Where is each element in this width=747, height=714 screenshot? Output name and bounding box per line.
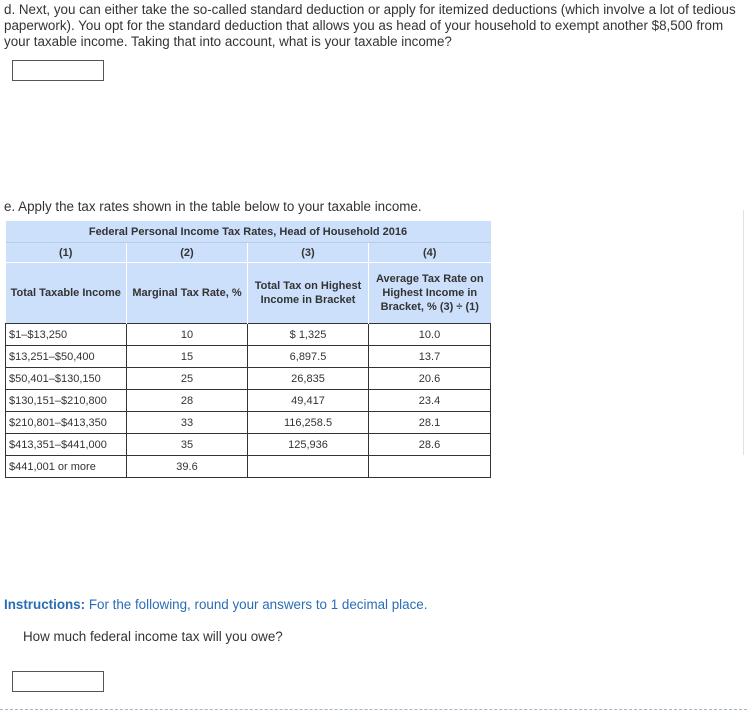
- header-marginal-tax-rate: Marginal Tax Rate, %: [127, 263, 248, 324]
- federal-tax-question: How much federal income tax will you owe?: [23, 629, 283, 644]
- table-row: [6, 324, 491, 346]
- column-header-row: [6, 263, 491, 324]
- marginal-rate: 33: [127, 412, 248, 434]
- total-tax: [248, 456, 369, 478]
- average-rate: 20.6: [369, 368, 491, 390]
- column-number-4: (4): [369, 243, 491, 263]
- column-number-row: [6, 243, 491, 263]
- marginal-rate: 35: [127, 434, 248, 456]
- total-tax: 116,258.5: [248, 412, 369, 434]
- marginal-rate: 25: [127, 368, 248, 390]
- table-row: [6, 346, 491, 368]
- average-rate: 13.7: [369, 346, 491, 368]
- table-title-row: [6, 221, 491, 243]
- tax-rate-table: [5, 221, 491, 478]
- instructions-label: Instructions:: [4, 597, 86, 612]
- average-rate: [369, 456, 491, 478]
- instructions-text: For the following, round your answers to 1 decimal place.: [85, 597, 428, 612]
- income-bracket: $130,151–$210,800: [6, 390, 127, 412]
- marginal-rate: 10: [127, 324, 248, 346]
- average-rate: 23.4: [369, 390, 491, 412]
- column-number-2: (2): [127, 243, 248, 263]
- right-divider: [743, 210, 744, 455]
- income-bracket: $413,351–$441,000: [6, 434, 127, 456]
- table-row: [6, 456, 491, 478]
- income-bracket: $13,251–$50,400: [6, 346, 127, 368]
- total-tax: 26,835: [248, 368, 369, 390]
- table-row: [6, 390, 491, 412]
- table-row: [6, 412, 491, 434]
- bottom-divider: [0, 709, 747, 710]
- marginal-rate: 28: [127, 390, 248, 412]
- column-number-3: (3): [248, 243, 369, 263]
- table-title: Federal Personal Income Tax Rates, Head of Household 2016: [6, 221, 491, 243]
- total-tax: $ 1,325: [248, 324, 369, 346]
- income-bracket: $1–$13,250: [6, 324, 127, 346]
- average-rate: 28.1: [369, 412, 491, 434]
- total-tax: 49,417: [248, 390, 369, 412]
- average-rate: 10.0: [369, 324, 491, 346]
- total-tax: 125,936: [248, 434, 369, 456]
- header-total-tax: Total Tax on Highest Income in Bracket: [248, 263, 369, 324]
- total-tax: 6,897.5: [248, 346, 369, 368]
- income-bracket: $50,401–$130,150: [6, 368, 127, 390]
- part-d-question-text: d. Next, you can either take the so-called standard deduction or apply for itemized deductions (which involve a lot of tedious paperwork). You opt for the standard deduction that allows you as head of your household to exempt another $8,500 from your taxable income. Taking that into account, what is your taxable income?: [4, 2, 736, 49]
- income-bracket: $441,001 or more: [6, 456, 127, 478]
- marginal-rate: 39.6: [127, 456, 248, 478]
- table-row: [6, 434, 491, 456]
- header-average-tax-rate: Average Tax Rate on Highest Income in Bracket, % (3) ÷ (1): [369, 263, 491, 324]
- marginal-rate: 15: [127, 346, 248, 368]
- column-number-1: (1): [6, 243, 127, 263]
- instructions-line: [4, 597, 427, 612]
- average-rate: 28.6: [369, 434, 491, 456]
- federal-tax-answer-input[interactable]: [12, 671, 104, 692]
- income-bracket: $210,801–$413,350: [6, 412, 127, 434]
- header-total-taxable-income: Total Taxable Income: [6, 263, 127, 324]
- table-row: [6, 368, 491, 390]
- taxable-income-answer-input[interactable]: [12, 60, 104, 81]
- part-e-text: e. Apply the tax rates shown in the table below to your taxable income.: [4, 199, 422, 214]
